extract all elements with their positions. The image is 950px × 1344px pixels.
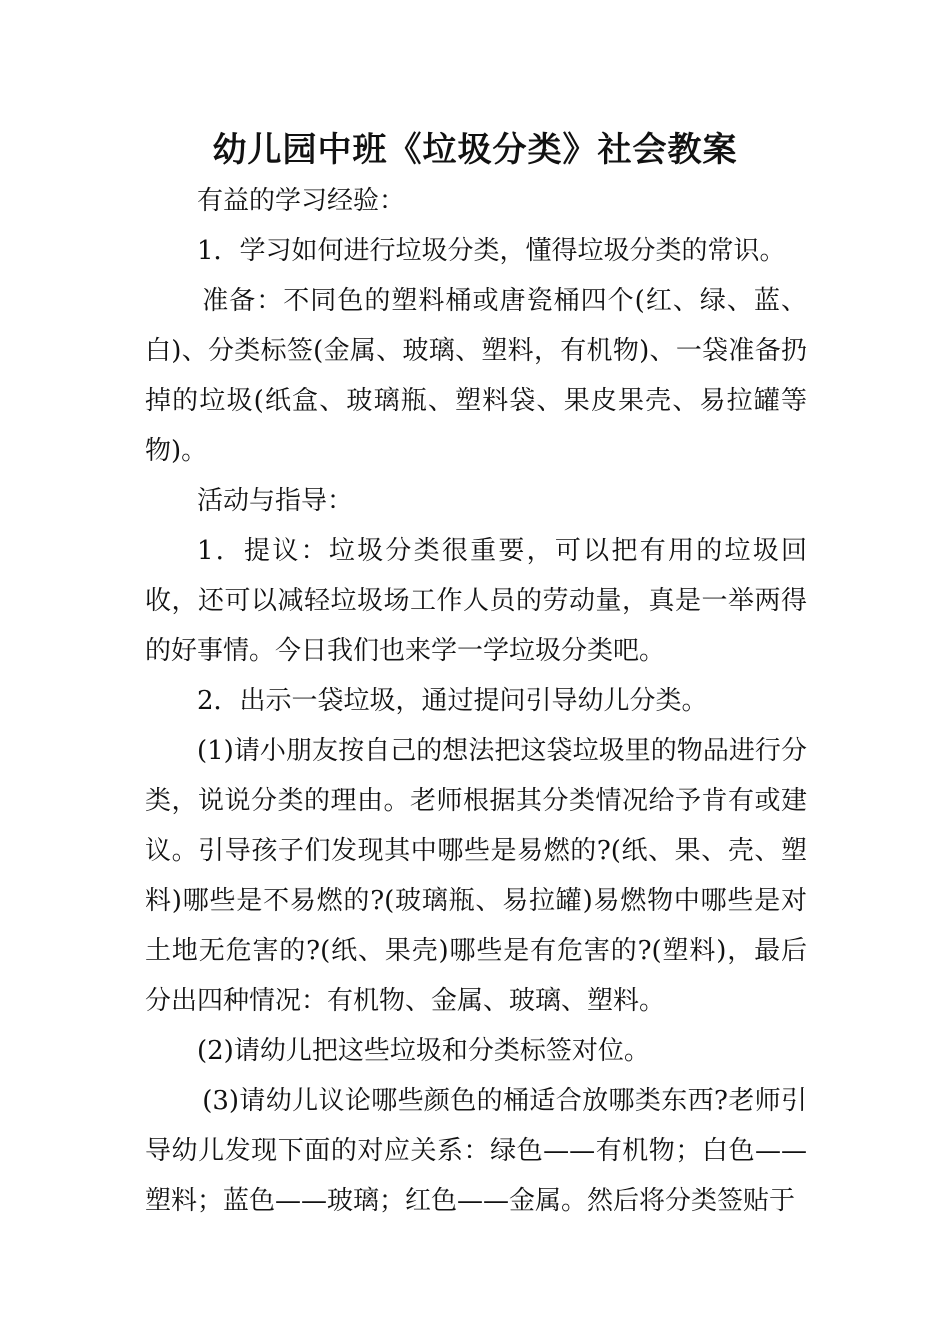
paragraph-activity-heading: 活动与指导： [197, 486, 354, 516]
document-title: 幼儿园中班《垃圾分类》社会教案 [212, 130, 738, 170]
paragraph-learning-experience: 有益的学习经验： [197, 186, 406, 216]
paragraph-substep-1: (1)请小朋友按自己的想法把这袋垃圾里的物品进行分类，说说分类的理由。老师根据其分类情况给予肯有或建议。引导孩子们发现其中哪些是易燃的?(纸、果、壳、塑料)哪些是不易燃的?(玻璃瓶、易拉罐)易燃物中哪些是对土地无危害的?(纸、果壳)哪些是有危害的?(塑料)，最后分出四种情况：有机物、金属、玻璃、塑料。 [145, 736, 807, 1016]
paragraph-step-1: 1．提议：垃圾分类很重要，可以把有用的垃圾回收，还可以减轻垃圾场工作人员的劳动量，真是一举两得的好事情。今日我们也来学一学垃圾分类吧。 [145, 536, 807, 666]
paragraph-learning-goal: 1．学习如何进行垃圾分类，懂得垃圾分类的常识。 [197, 236, 786, 266]
paragraph-step-2: 2．出示一袋垃圾，通过提问引导幼儿分类。 [197, 686, 708, 716]
paragraph-substep-3: (3)请幼儿议论哪些颜色的桶适合放哪类东西?老师引导幼儿发现下面的对应关系：绿色——有机物；白色——塑料；蓝色——玻璃；红色——金属。然后将分类签贴于 [145, 1086, 807, 1216]
paragraph-substep-2: (2)请幼儿把这些垃圾和分类标签对位。 [197, 1036, 650, 1066]
paragraph-preparation: 准备：不同色的塑料桶或唐瓷桶四个(红、绿、蓝、白)、分类标签(金属、玻璃、塑料，有机物)、一袋准备扔掉的垃圾(纸盒、玻璃瓶、塑料袋、果皮果壳、易拉罐等物)。 [145, 286, 807, 466]
document-body [145, 176, 807, 1226]
